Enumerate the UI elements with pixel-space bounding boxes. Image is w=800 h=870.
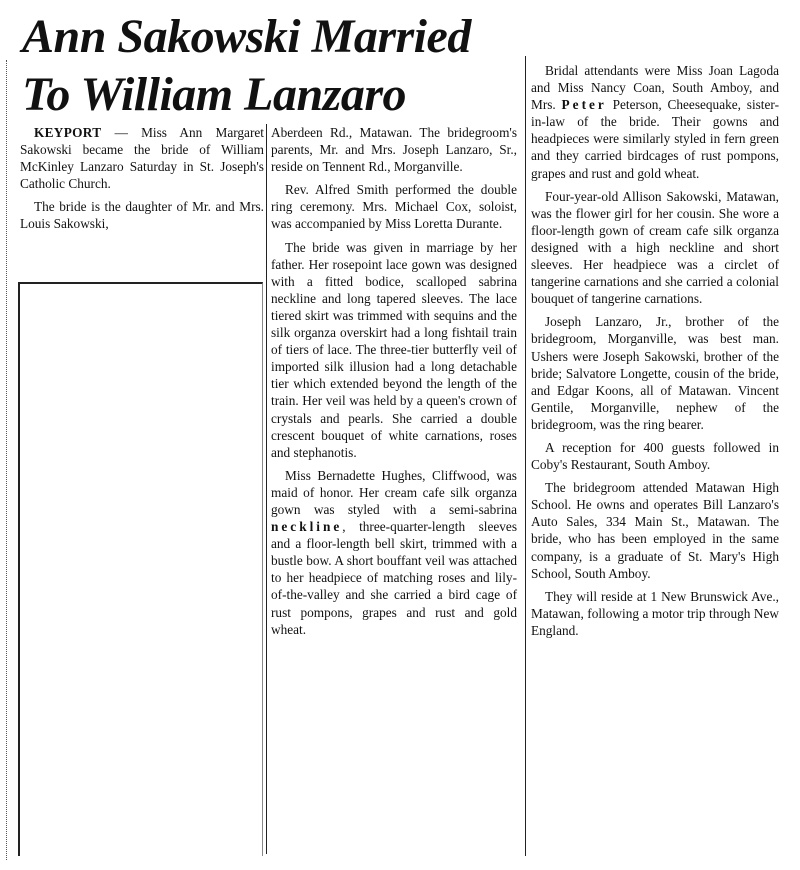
paragraph-text: Miss Bernadette Hughes, Cliffwood, was maid of honor. Her cream cafe silk organza gown was styled with a semi-sabrina — [271, 467, 517, 517]
article-paragraph: Four-year-old Allison Sakowski, Matawan, was the flower girl for her cousin. She wore a floor-length gown of cream cafe silk organza designed with a high neckline and short sleeves. Her headpiece was a circlet of tangerine carnations and she carried a colonial bouquet of tangerine carnations. — [531, 188, 779, 307]
column-rule-1 — [266, 124, 267, 854]
article-paragraph: The bridegroom attended Matawan High School. He owns and operates Bill Lanzaro's Auto Sales, 334 Main St., Matawan. The bride, who has been employed in the same company, is a graduate of St. Mary's High School, South Amboy. — [531, 480, 779, 581]
headline-line-1: Ann Sakowski Married — [22, 10, 471, 63]
emphasized-word: Peter — [561, 97, 607, 113]
article-paragraph: The bride was given in marriage by her father. Her rosepoint lace gown was designed with a fitted bodice, scalloped sabrina neckline and long tapered sleeves. The lace tiered skirt was trimmed with sequins and the silk organza overskirt had a long fishtail train of tiers of lace. The three-tier butterfly veil of imported silk illusion had a long detachable tier which extended beyond the length of the train. Her veil was held by a queen's crown of crystals and pearls. She carried a double crescent bouquet of white carnations, roses and stephanotis. — [271, 239, 517, 460]
photo-placeholder — [18, 282, 263, 856]
article-paragraph: Rev. Alfred Smith performed the double ring ceremony. Mrs. Michael Cox, soloist, was accompanied by Miss Loretta Durante. — [271, 182, 517, 232]
article-paragraph — [271, 467, 517, 638]
article-paragraph: The bride is the daughter of Mr. and Mrs. Louis Sakowski, — [20, 199, 264, 232]
article-column-3 — [531, 62, 779, 645]
article-column-1 — [20, 124, 264, 239]
paragraph-text: Bridal attendants were Miss Joan Lagoda and Miss Nancy Coan, South Amboy, and Mrs. — [531, 63, 779, 113]
paragraph-text: Peterson, Cheesequake, sister-in-law of the bride. Their gowns and headpieces were similarly styled in fern green and they carried birdcages of rust pompons, grapes and rust and gold wheat. — [531, 97, 779, 181]
article-paragraph — [531, 62, 779, 182]
headline-line-2: To William Lanzaro — [22, 68, 406, 121]
article-paragraph: They will reside at 1 New Brunswick Ave., Matawan, following a motor trip through New England. — [531, 588, 779, 638]
article-paragraph: A reception for 400 guests followed in Coby's Restaurant, South Amboy. — [531, 439, 779, 473]
emphasized-word: neckline — [271, 519, 343, 535]
paragraph-text: — Miss Ann Margaret Sakowski became the bride of William McKinley Lanzaro Saturday in St. Joseph's Catholic Church. — [20, 125, 264, 192]
headline — [22, 8, 522, 124]
article-paragraph: Joseph Lanzaro, Jr., brother of the bridegroom, Morganville, was best man. Ushers were Joseph Sakowski, brother of the bride; Salvatore Longette, cousin of the bride, and Edgar Koons, all of Matawan. Vincent Gentile, Morganville, nephew of the bridegroom, was the ring bearer. — [531, 314, 779, 432]
paragraph-text: , three-quarter-length sleeves and a floor-length bell skirt, trimmed with a bustle bow. A short bouffant veil was attached to her headpiece of matching roses and lily-of-the-valley and she carried a bird cage of rust pompons, grapes and rust and gold wheat. — [271, 519, 517, 637]
article-column-2 — [271, 124, 517, 644]
clipping-left-edge — [6, 60, 8, 860]
dateline: KEYPORT — [34, 125, 102, 140]
column-rule-2 — [525, 56, 526, 856]
article-paragraph: Aberdeen Rd., Matawan. The bridegroom's parents, Mr. and Mrs. Joseph Lanzaro, Sr., reside on Tennent Rd., Morganville. — [271, 125, 517, 175]
article-paragraph — [20, 124, 264, 192]
